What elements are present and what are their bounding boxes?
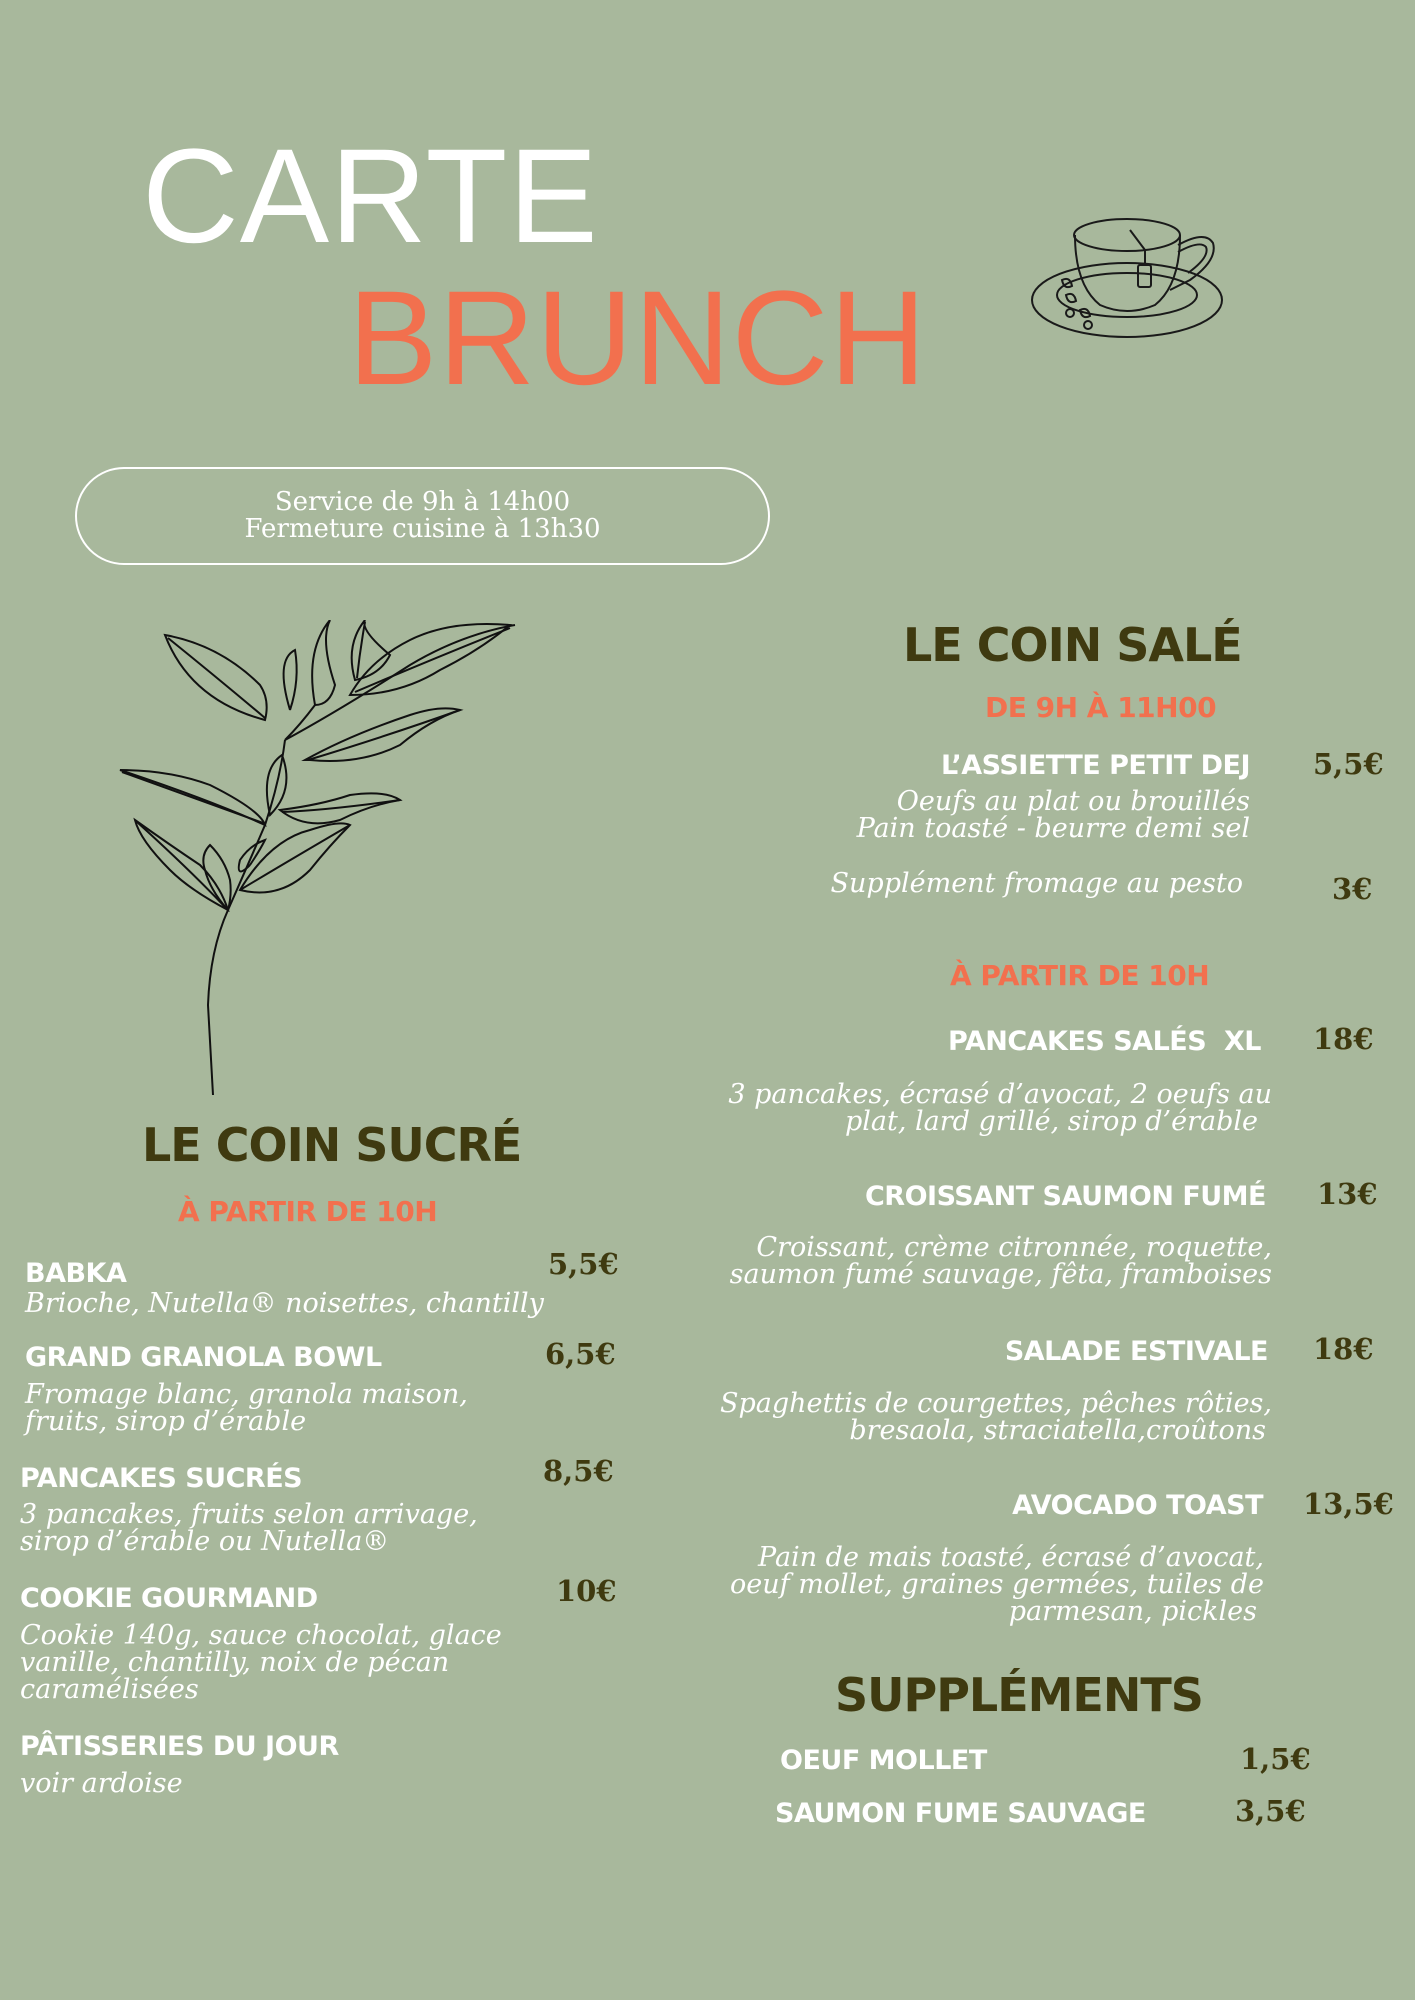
menu-item-name: PANCAKES SUCRÉS	[20, 1463, 303, 1494]
service-hours-box	[75, 467, 770, 565]
menu-item-price: 18€	[1313, 1332, 1374, 1366]
sale-morning-subtitle: DE 9H À 11H00	[985, 691, 1217, 724]
title-carte: CARTE	[142, 122, 599, 271]
teacup-icon	[1030, 205, 1235, 345]
menu-item-name: OEUF MOLLET	[780, 1745, 987, 1776]
menu-item-description: voir ardoise	[20, 1768, 183, 1799]
menu-item-price: 5,5€	[548, 1247, 619, 1281]
service-hours-text: Service de 9h à 14h00	[274, 487, 571, 517]
menu-item-name: PÂTISSERIES DU JOUR	[20, 1731, 339, 1762]
menu-item-price: 3€	[1332, 872, 1373, 906]
menu-item-description: Spaghettis de courgettes, pêches rôties, bresaola, straciatella,croûtons	[719, 1388, 1272, 1446]
menu-item-name: AVOCADO TOAST	[1012, 1490, 1263, 1521]
menu-item-name: L’ASSIETTE PETIT DEJ	[940, 750, 1250, 781]
menu-item-price: 8,5€	[543, 1454, 614, 1488]
sale-section-title: LE COIN SALÉ	[903, 618, 1242, 672]
menu-item-description: Supplément fromage au pesto	[830, 868, 1243, 899]
menu-item-name: SAUMON FUME SAUVAGE	[775, 1798, 1146, 1829]
menu-item-description: Fromage blanc, granola maison, fruits, sirop d’érable	[25, 1379, 468, 1437]
supplements-section-title: SUPPLÉMENTS	[835, 1668, 1203, 1722]
menu-item-name: COOKIE GOURMAND	[20, 1583, 318, 1614]
sucre-section-subtitle: À PARTIR DE 10H	[178, 1195, 438, 1228]
menu-item-price: 13€	[1317, 1177, 1378, 1211]
menu-item-price: 3,5€	[1235, 1794, 1306, 1828]
menu-item-price: 13,5€	[1303, 1487, 1394, 1521]
menu-item-name: PANCAKES SALÉS XL	[948, 1026, 1261, 1057]
kitchen-closing-text: Fermeture cuisine à 13h30	[244, 514, 601, 544]
title-brunch: BRUNCH	[348, 264, 928, 413]
plant-branch-illustration	[110, 620, 530, 1095]
menu-item-price: 6,5€	[545, 1337, 616, 1371]
menu-item-name: CROISSANT SAUMON FUMÉ	[864, 1181, 1266, 1212]
menu-item-name: SALADE ESTIVALE	[1004, 1336, 1268, 1367]
menu-item-description: Oeufs au plat ou brouillés Pain toasté - beurre demi sel	[856, 786, 1250, 844]
menu-item-price: 5,5€	[1313, 747, 1384, 781]
menu-item-description: Cookie 140g, sauce chocolat, glace vanille, chantilly, noix de pécan caramélisées	[20, 1620, 502, 1705]
sucre-section-title: LE COIN SUCRÉ	[142, 1118, 522, 1172]
menu-item-description: 3 pancakes, fruits selon arrivage, sirop d’érable ou Nutella®	[20, 1499, 478, 1557]
menu-item-name: BABKA	[25, 1258, 127, 1289]
menu-item-description: 3 pancakes, écrasé d’avocat, 2 oeufs au plat, lard grillé, sirop d’érable	[728, 1079, 1272, 1137]
menu-item-name: GRAND GRANOLA BOWL	[25, 1342, 382, 1373]
menu-item-price: 10€	[556, 1574, 617, 1608]
menu-item-description: Pain de mais toasté, écrasé d’avocat, oeuf mollet, graines germées, tuiles de parmesan, pickles	[730, 1542, 1264, 1627]
menu-item-description: Croissant, crème citronnée, roquette, saumon fumé sauvage, fêta, framboises	[729, 1232, 1272, 1290]
menu-item-price: 18€	[1313, 1022, 1374, 1056]
sale-midmorning-subtitle: À PARTIR DE 10H	[950, 959, 1210, 992]
menu-item-description: Brioche, Nutella® noisettes, chantilly	[25, 1288, 544, 1319]
menu-item-price: 1,5€	[1240, 1742, 1311, 1776]
